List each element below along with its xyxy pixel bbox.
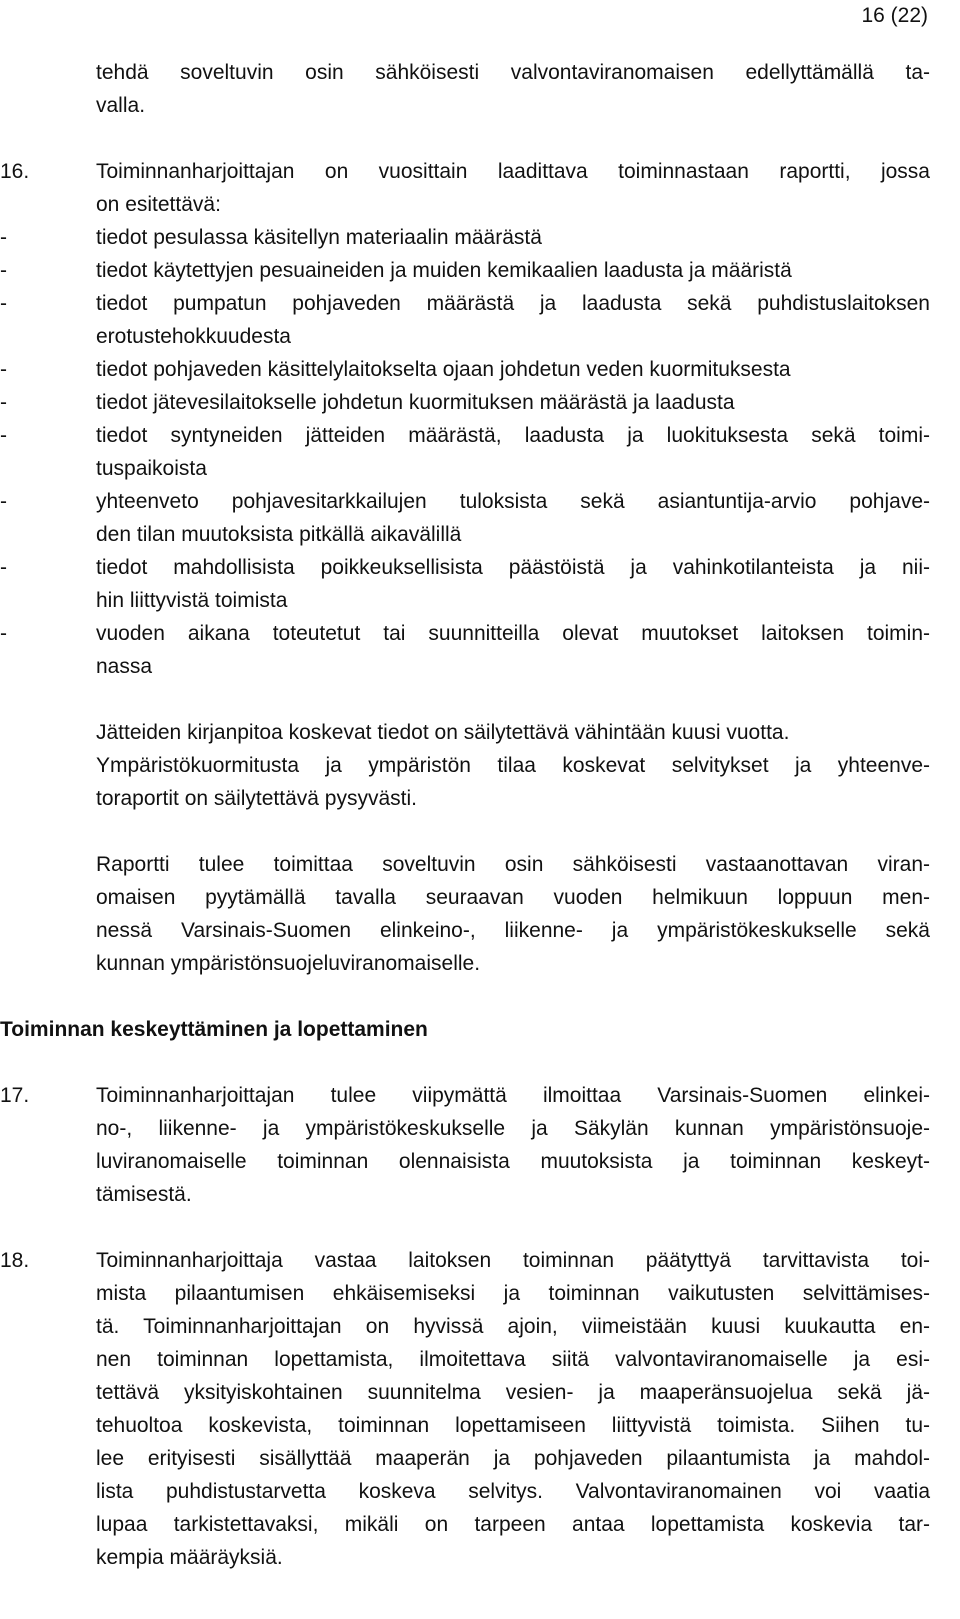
item17-line: [96, 1112, 930, 1145]
item17-line: [96, 1145, 930, 1178]
item17-line: [96, 1178, 930, 1211]
intro-line: [96, 89, 930, 122]
bullet-dash: -: [0, 391, 7, 414]
retention-paragraph-line: [96, 716, 930, 749]
bullet-line-text: tiedot pesulassa käsitellyn materiaalin määrästä: [96, 226, 542, 249]
report-submission-line-text: omaisen pyytämällä tavalla seuraavan vuoden helmikuun loppuun men-: [96, 886, 930, 909]
bullet-line-text: tiedot mahdollisista poikkeuksellisista päästöistä ja vahinkotilanteista ja nii-: [96, 556, 930, 579]
report-submission-line: [96, 947, 930, 980]
item-number-17: 17.: [0, 1084, 30, 1107]
item16-line-text: Toiminnanharjoittajan on vuosittain laadittava toiminnastaan raportti, jossa: [96, 160, 930, 183]
item18-line-text: lupaa tarkistettavaksi, mikäli on tarpeen antaa lopettamista koskevia tar-: [96, 1513, 930, 1536]
item17-line: [96, 1079, 930, 1112]
bullet-line: [96, 254, 930, 287]
bullet-line-text: den tilan muutoksista pitkällä aikavälillä: [96, 523, 462, 546]
bullet-dash: -: [0, 259, 7, 282]
bullet-line-text: tiedot pumpatun pohjaveden määrästä ja laadusta sekä puhdistuslaitoksen: [96, 292, 930, 315]
item16-line-text: on esitettävä:: [96, 193, 221, 216]
retention-paragraph-line-text: toraportit on säilytettävä pysyvästi.: [96, 787, 417, 810]
retention-paragraph-line-text: Ympäristökuormitusta ja ympäristön tilaa koskevat selvitykset ja yhteenve-: [96, 754, 930, 777]
item18-line-text: nen toiminnan lopettamista, ilmoitettava siitä valvontaviranomaiselle ja esi-: [96, 1348, 930, 1371]
item17-line-text: no-, liikenne- ja ympäristökeskukselle ja Säkylän kunnan ympäristönsuoje-: [96, 1117, 930, 1140]
item16-line: [96, 188, 930, 221]
retention-paragraph-line-text: Jätteiden kirjanpitoa koskevat tiedot on säilytettävä vähintään kuusi vuotta.: [96, 721, 790, 744]
item18-line: [96, 1277, 930, 1310]
item18-line: [96, 1442, 930, 1475]
report-submission-line-text: Raportti tulee toimittaa soveltuvin osin sähköisesti vastaanottavan viran-: [96, 853, 930, 876]
bullet-line-text: yhteenveto pohjavesitarkkailujen tuloksista sekä asiantuntija-arvio pohjave-: [96, 490, 930, 513]
item-number-18: 18.: [0, 1249, 30, 1272]
item17-line-text: luviranomaiselle toiminnan olennaisista muutoksista ja toiminnan keskeyt-: [96, 1150, 930, 1173]
item18-line-text: tehuoltoa koskevista, toiminnan lopettamiseen liittyvistä toimista. Siihen tu-: [96, 1414, 930, 1437]
item18-line: [96, 1475, 930, 1508]
bullet-line: [96, 584, 930, 617]
bullet-line-text: tiedot jätevesilaitokselle johdetun kuormituksen määrästä ja laadusta: [96, 391, 735, 414]
report-submission-line: [96, 881, 930, 914]
bullet-line: [96, 221, 930, 254]
report-submission-line: [96, 914, 930, 947]
retention-paragraph-line: [96, 749, 930, 782]
bullet-dash: -: [0, 490, 7, 513]
bullet-line-text: vuoden aikana toteutetut tai suunnitteilla olevat muutokset laitoksen toimin-: [96, 622, 930, 645]
bullet-line: [96, 386, 930, 419]
item17-line-text: tämisestä.: [96, 1183, 192, 1206]
bullet-dash: -: [0, 358, 7, 381]
intro-line: [96, 56, 930, 89]
bullet-line: [96, 287, 930, 320]
bullet-dash: -: [0, 622, 7, 645]
item18-line: [96, 1244, 930, 1277]
item18-line: [96, 1343, 930, 1376]
bullet-line: [96, 650, 930, 683]
item18-line: [96, 1541, 930, 1574]
page-number: 16 (22): [861, 4, 928, 27]
bullet-dash: -: [0, 292, 7, 315]
bullet-line: [96, 617, 930, 650]
bullet-line-text: tuspaikoista: [96, 457, 207, 480]
retention-paragraph-line: [96, 782, 930, 815]
bullet-line-text: tiedot syntyneiden jätteiden määrästä, laadusta ja luokituksesta sekä toimi-: [96, 424, 930, 447]
report-submission-line-text: nessä Varsinais-Suomen elinkeino-, liikenne- ja ympäristökeskukselle sekä: [96, 919, 930, 942]
bullet-line: [96, 551, 930, 584]
bullet-dash: -: [0, 556, 7, 579]
bullet-line: [96, 485, 930, 518]
item18-line-text: kempia määräyksiä.: [96, 1546, 283, 1569]
item17-line-text: Toiminnanharjoittajan tulee viipymättä ilmoittaa Varsinais-Suomen elinkei-: [96, 1084, 930, 1107]
item18-line: [96, 1409, 930, 1442]
bullet-line-text: hin liittyvistä toimista: [96, 589, 288, 612]
bullet-line: [96, 353, 930, 386]
bullet-line-text: nassa: [96, 655, 153, 678]
intro-line-text: tehdä soveltuvin osin sähköisesti valvontaviranomaisen edellyttämällä ta-: [96, 61, 930, 84]
bullet-line: [96, 452, 930, 485]
bullet-line: [96, 320, 930, 353]
bullet-line-text: erotustehokkuudesta: [96, 325, 291, 348]
item-number-16: 16.: [0, 160, 30, 183]
bullet-line-text: tiedot pohjaveden käsittelylaitokselta ojaan johdetun veden kuormituksesta: [96, 358, 791, 381]
report-submission-line-text: kunnan ympäristönsuojeluviranomaiselle.: [96, 952, 481, 975]
section-heading: Toiminnan keskeyttäminen ja lopettaminen: [0, 1018, 428, 1041]
item18-line-text: lista puhdistustarvetta koskeva selvitys. Valvontaviranomainen voi vaatia: [96, 1480, 930, 1503]
item18-line: [96, 1376, 930, 1409]
item16-line: [96, 155, 930, 188]
report-submission-line: [96, 848, 930, 881]
intro-line-text: valla.: [96, 94, 146, 117]
item18-line-text: tä. Toiminnanharjoittajan on hyvissä ajoin, viimeistään kuusi kuukautta en-: [96, 1315, 930, 1338]
item18-line: [96, 1508, 930, 1541]
item18-line-text: mista pilaantumisen ehkäisemiseksi ja toiminnan vaikutusten selvittämises-: [96, 1282, 930, 1305]
bullet-line: [96, 518, 930, 551]
item18-line: [96, 1310, 930, 1343]
item18-line-text: lee erityisesti sisällyttää maaperän ja pohjaveden pilaantumista ja mahdol-: [96, 1447, 930, 1470]
bullet-line: [96, 419, 930, 452]
item18-line-text: Toiminnanharjoittaja vastaa laitoksen toiminnan päätyttyä tarvittavista toi-: [96, 1249, 930, 1272]
bullet-dash: -: [0, 226, 7, 249]
bullet-line-text: tiedot käytettyjen pesuaineiden ja muiden kemikaalien laadusta ja määristä: [96, 259, 792, 282]
item18-line-text: tettävä yksityiskohtainen suunnitelma vesien- ja maaperänsuojelua sekä jä-: [96, 1381, 930, 1404]
bullet-dash: -: [0, 424, 7, 447]
